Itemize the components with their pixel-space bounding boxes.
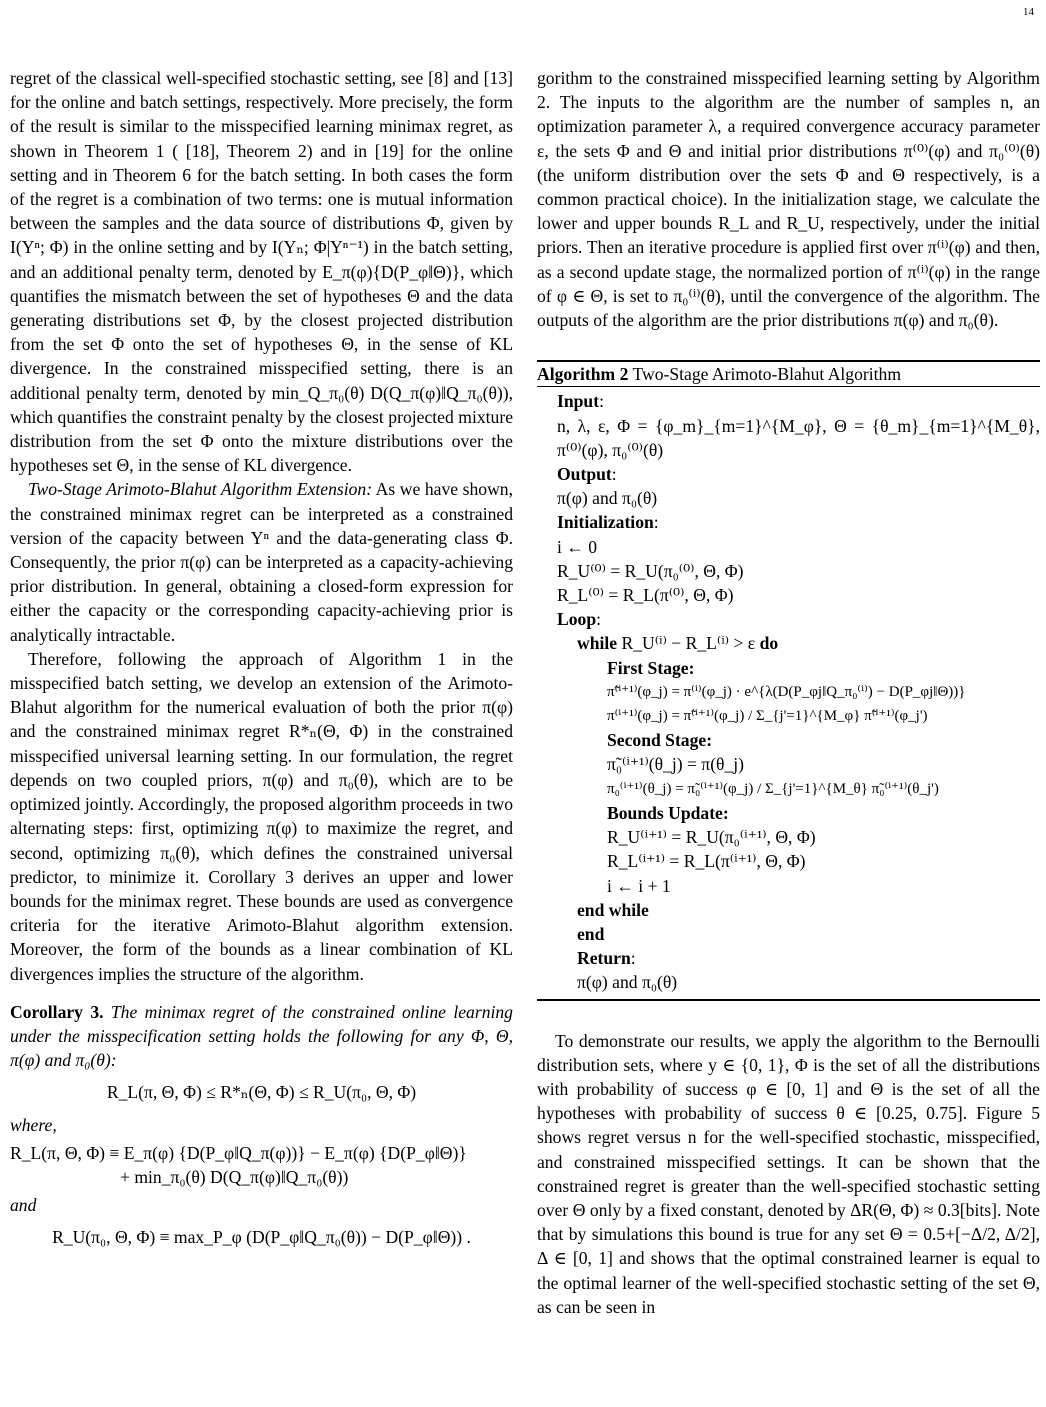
algo-output-value: π(φ) and π₀(θ) bbox=[557, 488, 658, 509]
algorithm-label: Algorithm 2 bbox=[537, 364, 629, 385]
algo-first-stage-2: π⁽ⁱ⁺¹⁾(φ_j) = π̃⁽ⁱ⁺¹⁾(φ_j) / Σ_{j'=1}^{M_φ} π̃⁽ⁱ⁺¹⁾(φ_j') bbox=[607, 708, 928, 725]
paragraph-regret-comparison: regret of the classical well-specified stochastic setting, see [8] and [13] for the online and batch settings, respectively. More precisely, the form of the result is similar to the misspecified learning minimax regret, as shown in Theorem 1 ( [18], Theorem 2) and in [19] for the online setting and in Theorem 6 for the batch setting. In both cases the form of the regret is a combination of two terms: one is mutual information between the samples and the data source of distributions Φ, given by I(Yⁿ; Φ) in the online setting and by I(Yₙ; Φ|Yⁿ⁻¹) in the batch setting, and an additional penalty term, denoted by E_π(φ){D(P_φ‖Θ)}, which quantifies the mismatch between the set of hypotheses Θ and the data generating distributions set Φ, by the closest projected distribution from the set Φ onto the set of hypotheses Θ, in the sense of KL divergence. In the constrained misspecified setting, there is an additional penalty term, denoted by min_Q_π₀(θ) D(Q_π(φ)‖Q_π₀(θ)), which quantifies the constraint penalty by the closest projected mixture distribution from the set Φ onto the mixture distributions over the hypotheses set Θ, in the sense of KL divergence. bbox=[10, 68, 513, 476]
equation-RU: R_U(π₀, Θ, Φ) ≡ max_P_φ (D(P_φ‖Q_π₀(θ)) − D(P_φ‖Θ)) . bbox=[52, 1227, 471, 1248]
corollary-label: Corollary 3. bbox=[10, 1001, 104, 1022]
algo-init-1: i ← 0 bbox=[557, 536, 598, 557]
equation-RL bbox=[10, 1141, 513, 1189]
paragraph-algorithm-description: gorithm to the constrained misspecified learning setting by Algorithm 2. The inputs to the algorithm are the number of samples n, an optimization parameter λ, a required convergence accuracy parameter ε, the sets Φ and Θ and initial prior distributions π⁽⁰⁾(φ) and π₀⁽⁰⁾(θ) (the uniform distribution over the sets Φ and Θ respectively, is a common practical choice). In the initialization stage, we calculate the lower and upper bounds R_L and R_U, respectively, under the initial priors. Then an iterative procedure is applied first over π⁽ⁱ⁾(φ) and then, as a second update stage, the normalized portion of π⁽ⁱ⁾(φ) in the range of φ ∈ Θ, is set to π₀⁽ⁱ⁾(θ), until the convergence of the algorithm. The outputs of the algorithm are the prior distributions π(φ) and π₀(θ). bbox=[537, 68, 1040, 331]
algo-init-2: R_U⁽⁰⁾ = R_U(π₀⁽⁰⁾, Θ, Φ) bbox=[557, 560, 744, 581]
algo-input-label: Input: bbox=[557, 391, 604, 412]
algorithm-2-box bbox=[537, 360, 1040, 1000]
algorithm-title: Two-Stage Arimoto-Blahut Algorithm bbox=[632, 364, 902, 385]
left-column bbox=[10, 66, 513, 1258]
algo-first-stage-1: π̃⁽ⁱ⁺¹⁾(φ_j) = π⁽ⁱ⁾(φ_j) · e^{λ(D(P_φj‖Q_π₀⁽ⁱ⁾) − D(P_φj‖Θ))} bbox=[607, 683, 966, 700]
where-label: where, bbox=[10, 1114, 57, 1135]
algo-second-stage-1: π̃₀⁽ⁱ⁺¹⁾(θ_j) = π(θ_j) bbox=[607, 754, 745, 775]
and-label: and bbox=[10, 1195, 37, 1216]
algorithm-body bbox=[537, 387, 1040, 998]
algo-init-3: R_L⁽⁰⁾ = R_L(π⁽⁰⁾, Θ, Φ) bbox=[557, 585, 734, 606]
paragraph-approach: Therefore, following the approach of Algorithm 1 in the misspecified batch setting, we develop an extension of the Arimoto-Blahut algorithm for the numerical evaluation of both the prior π(φ) and the constrained minimax regret R*ₙ(Θ, Φ) in the constrained misspecified universal learning setting. In our formulation, the regret depends on two coupled priors, π(φ) and π₀(θ), which are to be optimized jointly. Accordingly, the proposed algorithm proceeds in two alternating steps: first, optimizing π(φ) to maximize the regret, and second, optimizing π₀(θ), which defines the constrained universal predictor, to minimize it. Corollary 3 derives an upper and lower bounds for the minimax regret. These bounds are used as convergence criteria for the iterative Arimoto-Blahut algorithm extension. Moreover, the form of the bounds as a linear combination of KL divergences implies the structure of the algorithm. bbox=[10, 648, 513, 984]
algo-bounds-update-2: R_L⁽ⁱ⁺¹⁾ = R_L(π⁽ⁱ⁺¹⁾, Θ, Φ) bbox=[607, 851, 806, 872]
algo-loop-label: Loop: bbox=[557, 609, 602, 630]
algo-bounds-update-1: R_U⁽ⁱ⁺¹⁾ = R_U(π₀⁽ⁱ⁺¹⁾, Θ, Φ) bbox=[607, 827, 816, 848]
algo-return-label: Return: bbox=[577, 948, 636, 969]
algo-init-label: Initialization: bbox=[557, 512, 659, 533]
paragraph-algorithm-extension bbox=[10, 477, 513, 646]
paragraph-text: As we have shown, the constrained minimax regret can be interpreted as a constrained version of the capacity between Yⁿ and the data-generating class Φ. Consequently, the prior π(φ) can be interpreted as a capacity-achieving prior distribution. In general, obtaining a closed-form expression for either the capacity or the corresponding capacity-achieving prior is analytically intractable. bbox=[10, 479, 513, 645]
equation-bounds: R_L(π, Θ, Φ) ≤ R*ₙ(Θ, Φ) ≤ R_U(π₀, Θ, Φ) bbox=[106, 1082, 417, 1103]
page-number: 14 bbox=[1023, 6, 1034, 18]
algo-output-label: Output: bbox=[557, 464, 617, 485]
algo-return-value: π(φ) and π₀(θ) bbox=[577, 972, 678, 993]
algo-second-stage-label: Second Stage: bbox=[607, 730, 713, 751]
algo-bounds-update-3: i ← i + 1 bbox=[607, 875, 671, 896]
equation-RL-line1: R_L(π, Θ, Φ) ≡ E_π(φ) {D(P_φ‖Q_π(φ))} − E_π(φ) {D(P_φ‖Θ)} bbox=[10, 1142, 467, 1163]
algo-first-stage-label: First Stage: bbox=[607, 657, 695, 678]
algo-bounds-update-label: Bounds Update: bbox=[607, 802, 729, 823]
corollary-statement: The minimax regret of the constrained online learning under the misspecification setting holds the following for any Φ, Θ, π(φ) and π₀(θ): bbox=[10, 1001, 513, 1071]
algo-end-while: end while bbox=[577, 899, 649, 920]
algo-end: end bbox=[577, 923, 605, 944]
algo-second-stage-2: π₀⁽ⁱ⁺¹⁾(θ_j) = π̃₀⁽ⁱ⁺¹⁾(φ_j) / Σ_{j'=1}^{M_θ} π̃₀⁽ⁱ⁺¹⁾(θ_j') bbox=[607, 780, 939, 797]
algorithm-header bbox=[537, 362, 1040, 387]
algo-while-line: while R_U⁽ⁱ⁾ − R_L⁽ⁱ⁾ > ε do bbox=[577, 633, 779, 654]
algo-input-value: n, λ, ε, Φ = {φ_m}_{m=1}^{M_φ}, Θ = {θ_m}_{m=1}^{M_θ}, π⁽⁰⁾(φ), π₀⁽⁰⁾(θ) bbox=[557, 415, 1040, 460]
section-title-inline: Two-Stage Arimoto-Blahut Algorithm Extension: bbox=[28, 479, 373, 500]
paragraph-bernoulli-demo: To demonstrate our results, we apply the algorithm to the Bernoulli distribution sets, where y ∈ {0, 1}, Φ is the set of all the distributions with probability of success φ ∈ [0, 1] and Θ is the set of all the hypotheses with probability of success θ ∈ [0.25, 0.75]. Figure 5 shows regret versus n for the well-specified stochastic, misspecified, and constrained misspecified settings. It can be shown that the constrained regret is greater than the well-specified stochastic setting over Θ only by a fixed constant, denoted by ΔR(Θ, Φ) ≈ 0.3[bits]. Note that by simulations this bound is true for any set Θ = 0.5+[−Δ/2, Δ/2], Δ ∈ [0, 1] and shows that the optimal constrained learner is equal to the optimal learner of the well-specified stochastic setting of the set Θ, as can be seen in bbox=[537, 1030, 1040, 1317]
corollary-3 bbox=[10, 1000, 513, 1073]
equation-RL-line2: + min_π₀(θ) D(Q_π(φ)‖Q_π₀(θ)) bbox=[120, 1166, 349, 1187]
right-column bbox=[537, 66, 1040, 1319]
